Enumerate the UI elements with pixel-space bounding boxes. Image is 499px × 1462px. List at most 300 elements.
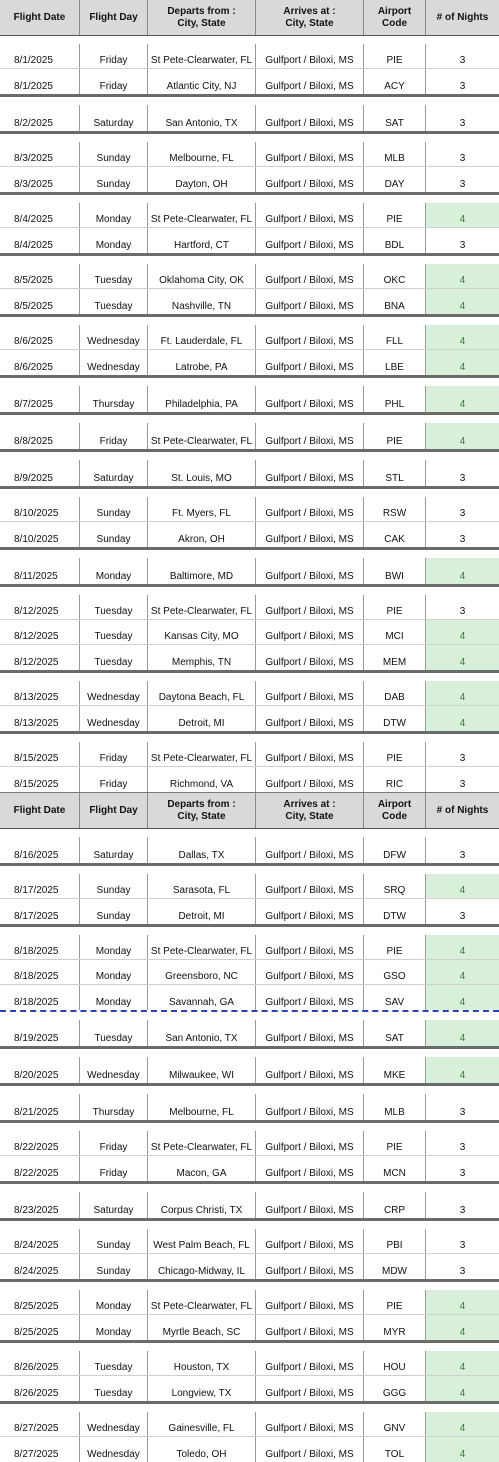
flight-date-cell: 8/4/2025 — [0, 228, 80, 253]
flight-date-cell: 8/22/2025 — [0, 1156, 80, 1181]
departs-from-cell: Longview, TX — [148, 1376, 256, 1401]
date-group — [0, 1282, 499, 1343]
flight-date-cell: 8/18/2025 — [0, 985, 80, 1010]
table-row — [0, 595, 499, 620]
arrives-at-cell: Gulfport / Biloxi, MS — [256, 1131, 364, 1155]
airport-code-cell: DFW — [364, 837, 426, 863]
flight-day-cell: Wednesday — [80, 1437, 148, 1462]
airport-code-cell: RIC — [364, 767, 426, 792]
airport-code-cell: GSO — [364, 960, 426, 984]
departs-from-cell: Philadelphia, PA — [148, 386, 256, 412]
table-row — [0, 620, 499, 645]
flight-date-cell: 8/5/2025 — [0, 289, 80, 314]
airport-code-cell: CAK — [364, 522, 426, 547]
arrives-at-cell: Gulfport / Biloxi, MS — [256, 289, 364, 314]
departs-from-cell: Houston, TX — [148, 1351, 256, 1375]
departs-from-cell: Kansas City, MO — [148, 620, 256, 644]
date-group — [0, 1343, 499, 1404]
flight-date-cell: 8/3/2025 — [0, 167, 80, 192]
flight-day-cell: Wednesday — [80, 1057, 148, 1083]
flight-date-cell: 8/10/2025 — [0, 497, 80, 521]
date-group — [0, 1404, 499, 1462]
flight-day-cell: Thursday — [80, 1094, 148, 1120]
arrives-at-cell: Gulfport / Biloxi, MS — [256, 69, 364, 94]
departs-from-cell: Melbourne, FL — [148, 1094, 256, 1120]
departs-from-cell: St Pete-Clearwater, FL — [148, 935, 256, 959]
date-group — [0, 1184, 499, 1221]
flight-date-cell: 8/18/2025 — [0, 935, 80, 959]
date-group — [0, 489, 499, 550]
departs-from-cell: Daytona Beach, FL — [148, 681, 256, 705]
flight-day-cell: Friday — [80, 423, 148, 449]
flight-date-cell: 8/12/2025 — [0, 645, 80, 670]
table-row — [0, 837, 499, 863]
departs-from-cell: Toledo, OH — [148, 1437, 256, 1462]
arrives-at-cell: Gulfport / Biloxi, MS — [256, 1229, 364, 1253]
nights-cell: 4 — [426, 935, 499, 959]
departs-from-cell: Greensboro, NC — [148, 960, 256, 984]
flight-day-cell: Monday — [80, 228, 148, 253]
flight-day-cell: Sunday — [80, 497, 148, 521]
date-group — [0, 587, 499, 673]
nights-cell: 3 — [459, 508, 466, 519]
date-group — [0, 734, 499, 792]
header-arrives-at: Arrives at : City, State — [256, 793, 364, 828]
nights-cell: 3 — [459, 153, 466, 164]
flight-date-cell: 8/17/2025 — [0, 899, 80, 924]
arrives-at-cell: Gulfport / Biloxi, MS — [256, 423, 364, 449]
nights-cell: 4 — [426, 264, 499, 288]
flight-date-cell: 8/17/2025 — [0, 874, 80, 898]
airport-code-cell: HOU — [364, 1351, 426, 1375]
arrives-at-cell: Gulfport / Biloxi, MS — [256, 228, 364, 253]
table-row — [0, 1229, 499, 1254]
departs-from-cell: Gainesville, FL — [148, 1412, 256, 1436]
date-group — [0, 256, 499, 317]
nights-cell: 3 — [459, 1266, 466, 1277]
nights-cell: 4 — [426, 645, 499, 670]
table-row — [0, 142, 499, 167]
arrives-at-cell: Gulfport / Biloxi, MS — [256, 142, 364, 166]
airport-code-cell: SAT — [364, 105, 426, 131]
departs-from-cell: West Palm Beach, FL — [148, 1229, 256, 1253]
arrives-at-cell: Gulfport / Biloxi, MS — [256, 960, 364, 984]
nights-cell: 4 — [426, 1290, 499, 1314]
departs-from-cell: Milwaukee, WI — [148, 1057, 256, 1083]
departs-from-cell: Latrobe, PA — [148, 350, 256, 375]
flight-day-cell: Wednesday — [80, 1412, 148, 1436]
arrives-at-cell: Gulfport / Biloxi, MS — [256, 595, 364, 619]
nights-cell: 3 — [459, 911, 466, 922]
arrives-at-cell: Gulfport / Biloxi, MS — [256, 899, 364, 924]
arrives-at-cell: Gulfport / Biloxi, MS — [256, 874, 364, 898]
departs-from-cell: St Pete-Clearwater, FL — [148, 423, 256, 449]
airport-code-cell: BDL — [364, 228, 426, 253]
flight-date-cell: 8/22/2025 — [0, 1131, 80, 1155]
arrives-at-cell: Gulfport / Biloxi, MS — [256, 1351, 364, 1375]
date-group — [0, 97, 499, 134]
date-group — [0, 673, 499, 734]
arrives-at-cell: Gulfport / Biloxi, MS — [256, 522, 364, 547]
airport-code-cell: OKC — [364, 264, 426, 288]
nights-cell: 3 — [459, 534, 466, 545]
flight-date-cell: 8/7/2025 — [0, 386, 80, 412]
flight-day-cell: Saturday — [80, 1192, 148, 1218]
nights-cell: 4 — [426, 1057, 499, 1083]
flight-day-cell: Tuesday — [80, 645, 148, 670]
date-group — [0, 550, 499, 587]
flight-date-cell: 8/1/2025 — [0, 69, 80, 94]
table-row — [0, 203, 499, 228]
arrives-at-cell: Gulfport / Biloxi, MS — [256, 742, 364, 766]
departs-from-cell: San Antonio, TX — [148, 1020, 256, 1046]
departs-from-cell: Memphis, TN — [148, 645, 256, 670]
nights-cell: 3 — [459, 179, 466, 190]
table-row — [0, 289, 499, 314]
arrives-at-cell: Gulfport / Biloxi, MS — [256, 1412, 364, 1436]
date-group — [0, 1012, 499, 1049]
airport-code-cell: MLB — [364, 1094, 426, 1120]
arrives-at-cell: Gulfport / Biloxi, MS — [256, 44, 364, 68]
airport-code-cell: CRP — [364, 1192, 426, 1218]
nights-cell: 3 — [459, 1142, 466, 1153]
nights-cell: 4 — [426, 620, 499, 644]
table-row — [0, 1351, 499, 1376]
airport-code-cell: PIE — [364, 1131, 426, 1155]
flight-day-cell: Monday — [80, 960, 148, 984]
arrives-at-cell: Gulfport / Biloxi, MS — [256, 264, 364, 288]
flight-date-cell: 8/3/2025 — [0, 142, 80, 166]
arrives-at-cell: Gulfport / Biloxi, MS — [256, 325, 364, 349]
arrives-at-cell: Gulfport / Biloxi, MS — [256, 460, 364, 486]
airport-code-cell: PIE — [364, 595, 426, 619]
header-flight-day: Flight Day — [80, 0, 148, 35]
nights-cell: 3 — [459, 779, 466, 790]
nights-cell: 4 — [426, 1351, 499, 1375]
airport-code-cell: PIE — [364, 935, 426, 959]
nights-cell: 4 — [426, 558, 499, 584]
nights-cell: 4 — [426, 1020, 499, 1046]
flight-day-cell: Sunday — [80, 1229, 148, 1253]
airport-code-cell: MEM — [364, 645, 426, 670]
nights-cell: 4 — [426, 423, 499, 449]
table-row — [0, 44, 499, 69]
departs-from-cell: Nashville, TN — [148, 289, 256, 314]
table-row — [0, 264, 499, 289]
date-group — [0, 829, 499, 866]
table-row — [0, 350, 499, 375]
header-airport-code: Airport Code — [364, 0, 426, 35]
arrives-at-cell: Gulfport / Biloxi, MS — [256, 935, 364, 959]
flight-date-cell: 8/9/2025 — [0, 460, 80, 486]
airport-code-cell: DTW — [364, 899, 426, 924]
header-departs-from: Departs from : City, State — [148, 793, 256, 828]
airport-code-cell: PIE — [364, 742, 426, 766]
header-flight-day: Flight Day — [80, 793, 148, 828]
date-group — [0, 1086, 499, 1123]
airport-code-cell: ACY — [364, 69, 426, 94]
departs-from-cell: Richmond, VA — [148, 767, 256, 792]
airport-code-cell: SRQ — [364, 874, 426, 898]
flight-date-cell: 8/15/2025 — [0, 742, 80, 766]
nights-cell: 4 — [426, 874, 499, 898]
flight-date-cell: 8/18/2025 — [0, 960, 80, 984]
header-airport-code: Airport Code — [364, 793, 426, 828]
departs-from-cell: Detroit, MI — [148, 706, 256, 731]
table-row — [0, 985, 499, 1010]
flight-date-cell: 8/24/2025 — [0, 1229, 80, 1253]
airport-code-cell: MLB — [364, 142, 426, 166]
airport-code-cell: MYR — [364, 1315, 426, 1340]
table-row — [0, 1254, 499, 1279]
arrives-at-cell: Gulfport / Biloxi, MS — [256, 681, 364, 705]
flight-day-cell: Monday — [80, 935, 148, 959]
flight-day-cell: Saturday — [80, 105, 148, 131]
header-nights: # of Nights — [436, 804, 489, 816]
flight-date-cell: 8/21/2025 — [0, 1094, 80, 1120]
flight-date-cell: 8/13/2025 — [0, 706, 80, 731]
flight-day-cell: Monday — [80, 1315, 148, 1340]
flight-day-cell: Saturday — [80, 837, 148, 863]
flight-date-cell: 8/15/2025 — [0, 767, 80, 792]
nights-cell: 4 — [426, 706, 499, 731]
flight-day-cell: Monday — [80, 558, 148, 584]
departs-from-cell: Atlantic City, NJ — [148, 69, 256, 94]
nights-cell: 4 — [426, 1412, 499, 1436]
nights-cell: 4 — [426, 289, 499, 314]
nights-cell: 4 — [426, 1437, 499, 1462]
airport-code-cell: PHL — [364, 386, 426, 412]
nights-cell: 4 — [426, 386, 499, 412]
airport-code-cell: MKE — [364, 1057, 426, 1083]
nights-cell: 4 — [426, 1315, 499, 1340]
airport-code-cell: MCI — [364, 620, 426, 644]
table-row — [0, 645, 499, 670]
flight-day-cell: Wednesday — [80, 350, 148, 375]
departs-from-cell: Ft. Lauderdale, FL — [148, 325, 256, 349]
flight-day-cell: Tuesday — [80, 620, 148, 644]
airport-code-cell: PIE — [364, 1290, 426, 1314]
departs-from-cell: San Antonio, TX — [148, 105, 256, 131]
table-row — [0, 767, 499, 792]
table-row — [0, 69, 499, 94]
table-section — [0, 792, 499, 1462]
flight-day-cell: Tuesday — [80, 264, 148, 288]
flight-day-cell: Friday — [80, 44, 148, 68]
departs-from-cell: Hartford, CT — [148, 228, 256, 253]
table-row — [0, 1057, 499, 1083]
nights-cell: 3 — [459, 81, 466, 92]
airport-code-cell: BNA — [364, 289, 426, 314]
departs-from-cell: St Pete-Clearwater, FL — [148, 203, 256, 227]
flight-day-cell: Friday — [80, 1131, 148, 1155]
flight-date-cell: 8/13/2025 — [0, 681, 80, 705]
table-row — [0, 681, 499, 706]
flight-day-cell: Wednesday — [80, 325, 148, 349]
arrives-at-cell: Gulfport / Biloxi, MS — [256, 497, 364, 521]
airport-code-cell: MCN — [364, 1156, 426, 1181]
flight-date-cell: 8/25/2025 — [0, 1315, 80, 1340]
flight-day-cell: Wednesday — [80, 706, 148, 731]
airport-code-cell: FLL — [364, 325, 426, 349]
table-row — [0, 1290, 499, 1315]
nights-cell: 4 — [426, 350, 499, 375]
table-row — [0, 1376, 499, 1401]
table-row — [0, 1437, 499, 1462]
airport-code-cell: PIE — [364, 44, 426, 68]
flight-date-cell: 8/27/2025 — [0, 1437, 80, 1462]
airport-code-cell: PIE — [364, 423, 426, 449]
airport-code-cell: SAT — [364, 1020, 426, 1046]
airport-code-cell: PBI — [364, 1229, 426, 1253]
departs-from-cell: Myrtle Beach, SC — [148, 1315, 256, 1340]
table-row — [0, 1315, 499, 1340]
date-group — [0, 36, 499, 97]
departs-from-cell: Chicago-Midway, IL — [148, 1254, 256, 1279]
flight-date-cell: 8/12/2025 — [0, 595, 80, 619]
departs-from-cell: St Pete-Clearwater, FL — [148, 1290, 256, 1314]
arrives-at-cell: Gulfport / Biloxi, MS — [256, 1315, 364, 1340]
date-group — [0, 452, 499, 489]
airport-code-cell: PIE — [364, 203, 426, 227]
header-flight-date: Flight Date — [0, 793, 80, 828]
header-flight-date: Flight Date — [0, 0, 80, 35]
arrives-at-cell: Gulfport / Biloxi, MS — [256, 386, 364, 412]
date-group — [0, 1049, 499, 1086]
departs-from-cell: Corpus Christi, TX — [148, 1192, 256, 1218]
airport-code-cell: MDW — [364, 1254, 426, 1279]
departs-from-cell: Sarasota, FL — [148, 874, 256, 898]
nights-cell: 3 — [459, 240, 466, 251]
arrives-at-cell: Gulfport / Biloxi, MS — [256, 558, 364, 584]
date-group — [0, 317, 499, 378]
table-row — [0, 497, 499, 522]
airport-code-cell: DAY — [364, 167, 426, 192]
date-group — [0, 1123, 499, 1184]
arrives-at-cell: Gulfport / Biloxi, MS — [256, 1192, 364, 1218]
airport-code-cell: SAV — [364, 985, 426, 1010]
flight-day-cell: Sunday — [80, 522, 148, 547]
flight-date-cell: 8/26/2025 — [0, 1376, 80, 1401]
flight-day-cell: Sunday — [80, 1254, 148, 1279]
flight-day-cell: Tuesday — [80, 595, 148, 619]
departs-from-cell: Macon, GA — [148, 1156, 256, 1181]
arrives-at-cell: Gulfport / Biloxi, MS — [256, 203, 364, 227]
nights-cell: 3 — [459, 606, 466, 617]
table-row — [0, 423, 499, 449]
flight-day-cell: Monday — [80, 985, 148, 1010]
arrives-at-cell: Gulfport / Biloxi, MS — [256, 645, 364, 670]
flight-day-cell: Tuesday — [80, 289, 148, 314]
departs-from-cell: Akron, OH — [148, 522, 256, 547]
date-group — [0, 415, 499, 452]
flight-date-cell: 8/5/2025 — [0, 264, 80, 288]
flight-date-cell: 8/4/2025 — [0, 203, 80, 227]
flight-day-cell: Tuesday — [80, 1376, 148, 1401]
flight-day-cell: Tuesday — [80, 1020, 148, 1046]
airport-code-cell: GNV — [364, 1412, 426, 1436]
table-row — [0, 960, 499, 985]
date-group — [0, 1221, 499, 1282]
airport-code-cell: STL — [364, 460, 426, 486]
date-group — [0, 134, 499, 195]
arrives-at-cell: Gulfport / Biloxi, MS — [256, 985, 364, 1010]
airport-code-cell: BWI — [364, 558, 426, 584]
flight-date-cell: 8/25/2025 — [0, 1290, 80, 1314]
table-header-row — [0, 0, 499, 36]
table-row — [0, 1131, 499, 1156]
flight-date-cell: 8/23/2025 — [0, 1192, 80, 1218]
airport-code-cell: RSW — [364, 497, 426, 521]
date-group — [0, 866, 499, 927]
table-row — [0, 1156, 499, 1181]
arrives-at-cell: Gulfport / Biloxi, MS — [256, 1437, 364, 1462]
arrives-at-cell: Gulfport / Biloxi, MS — [256, 767, 364, 792]
table-row — [0, 167, 499, 192]
table-row — [0, 325, 499, 350]
table-row — [0, 899, 499, 924]
flight-day-cell: Sunday — [80, 142, 148, 166]
flight-date-cell: 8/20/2025 — [0, 1057, 80, 1083]
table-row — [0, 522, 499, 547]
date-group — [0, 927, 499, 1012]
table-row — [0, 105, 499, 131]
nights-cell: 3 — [459, 850, 466, 861]
nights-cell: 4 — [426, 325, 499, 349]
flight-day-cell: Monday — [80, 1290, 148, 1314]
table-row — [0, 1412, 499, 1437]
flight-day-cell: Saturday — [80, 460, 148, 486]
table-row — [0, 706, 499, 731]
arrives-at-cell: Gulfport / Biloxi, MS — [256, 706, 364, 731]
nights-cell: 4 — [426, 960, 499, 984]
table-row — [0, 935, 499, 960]
table-row — [0, 1192, 499, 1218]
departs-from-cell: St Pete-Clearwater, FL — [148, 595, 256, 619]
table-row — [0, 386, 499, 412]
arrives-at-cell: Gulfport / Biloxi, MS — [256, 620, 364, 644]
nights-cell: 3 — [459, 55, 466, 66]
airport-code-cell: DTW — [364, 706, 426, 731]
table-row — [0, 1020, 499, 1046]
header-nights: # of Nights — [436, 11, 489, 23]
departs-from-cell: Baltimore, MD — [148, 558, 256, 584]
header-departs-from: Departs from : City, State — [148, 0, 256, 35]
departs-from-cell: Dayton, OH — [148, 167, 256, 192]
flight-day-cell: Sunday — [80, 899, 148, 924]
flight-date-cell: 8/26/2025 — [0, 1351, 80, 1375]
flight-date-cell: 8/12/2025 — [0, 620, 80, 644]
header-arrives-at: Arrives at : City, State — [256, 0, 364, 35]
airport-code-cell: DAB — [364, 681, 426, 705]
table-row — [0, 558, 499, 584]
departs-from-cell: St Pete-Clearwater, FL — [148, 44, 256, 68]
flight-day-cell: Tuesday — [80, 1351, 148, 1375]
arrives-at-cell: Gulfport / Biloxi, MS — [256, 1290, 364, 1314]
arrives-at-cell: Gulfport / Biloxi, MS — [256, 1156, 364, 1181]
table-row — [0, 874, 499, 899]
arrives-at-cell: Gulfport / Biloxi, MS — [256, 837, 364, 863]
arrives-at-cell: Gulfport / Biloxi, MS — [256, 1254, 364, 1279]
flight-date-cell: 8/24/2025 — [0, 1254, 80, 1279]
nights-cell: 3 — [459, 753, 466, 764]
arrives-at-cell: Gulfport / Biloxi, MS — [256, 167, 364, 192]
flight-date-cell: 8/6/2025 — [0, 325, 80, 349]
airport-code-cell: LBE — [364, 350, 426, 375]
arrives-at-cell: Gulfport / Biloxi, MS — [256, 1057, 364, 1083]
nights-cell: 3 — [459, 473, 466, 484]
flight-day-cell: Wednesday — [80, 681, 148, 705]
